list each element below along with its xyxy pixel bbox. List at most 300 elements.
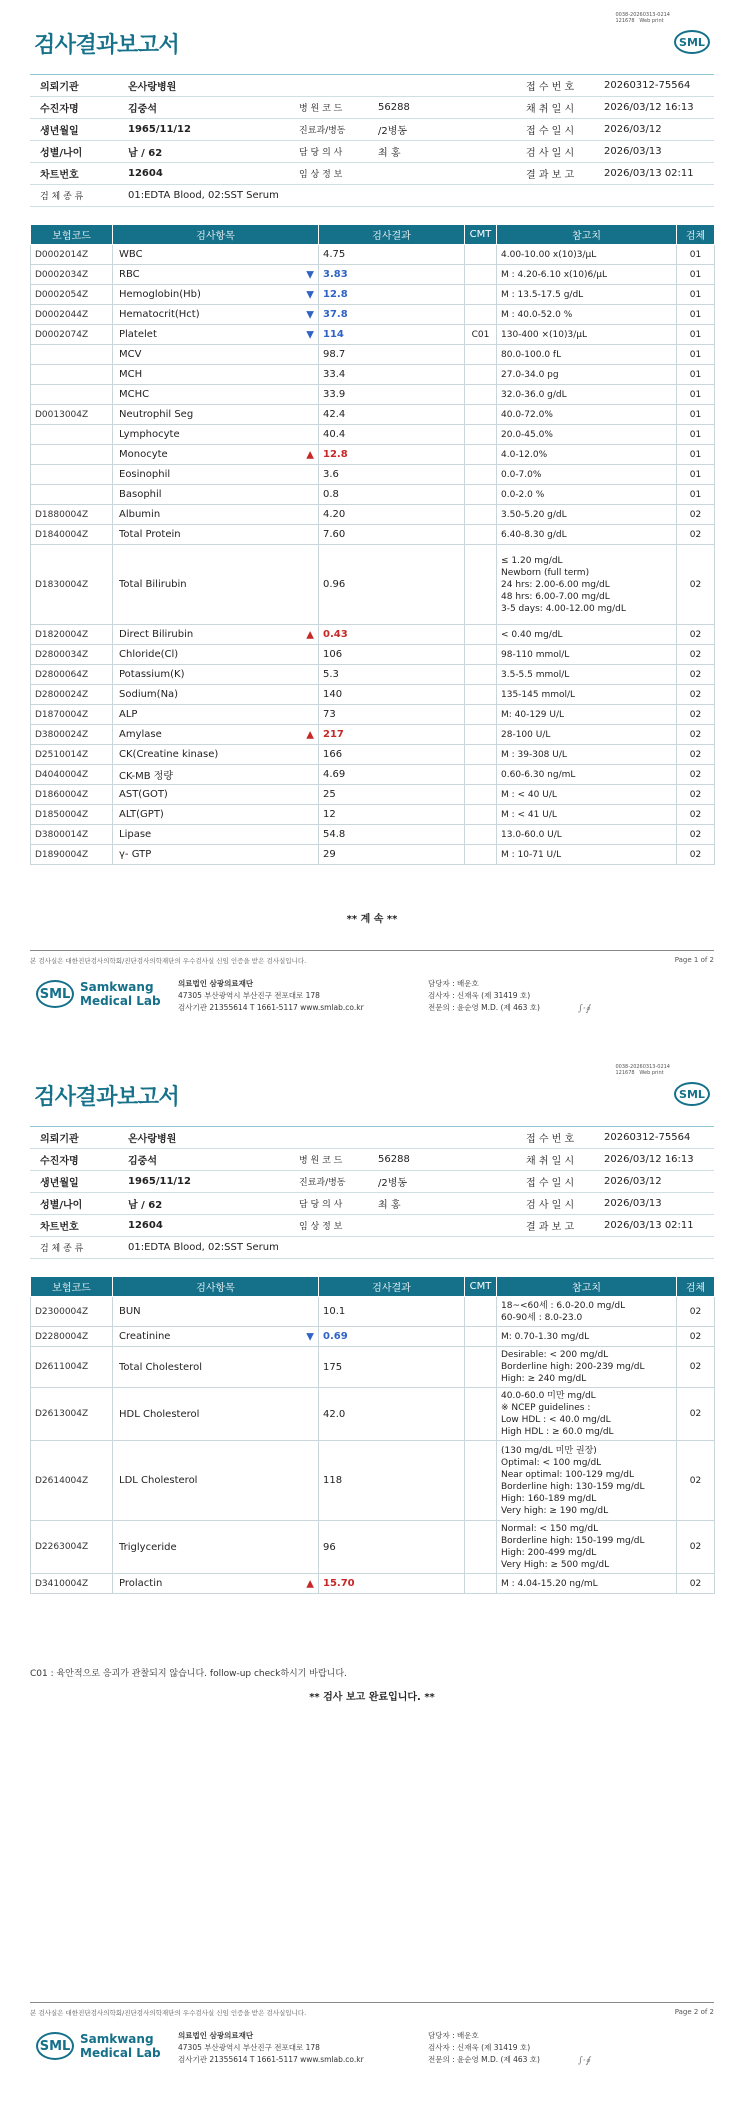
sml-logo-icon: SML [36,2032,74,2060]
insurance-code: D2800064Z [31,665,113,685]
test-result: 0.43 [319,625,465,645]
info-value: 1965/11/12 [128,1176,191,1187]
test-item [113,685,319,705]
info-value: /2병동 [378,1178,408,1189]
info-value: 2026/03/13 02:11 [604,1220,694,1231]
table-row [31,305,715,325]
test-result: 37.8 [319,305,465,325]
insurance-code [31,425,113,445]
test-name: Monocyte [119,449,168,460]
table-row [31,685,715,705]
logo-line-1: Samkwang [80,980,154,994]
reference-range: 32.0-36.0 g/dL [497,385,677,405]
test-result: 40.4 [319,425,465,445]
info-label: 검 사 일 시 [526,148,575,159]
test-item [113,805,319,825]
test-name: Basophil [119,489,162,500]
info-label: 접 수 일 시 [526,126,575,137]
test-result: 106 [319,645,465,665]
lab-street: 47305 부산광역시 부산진구 전포대로 178 [178,991,320,1000]
info-value [368,1127,516,1148]
test-name: HDL Cholesterol [119,1408,200,1420]
info-label: 수진자명 [40,104,79,115]
reference-range: 0.0-7.0% [497,465,677,485]
column-header: 참고치 [497,1277,677,1297]
insurance-code [31,365,113,385]
test-name: CK(Creatine kinase) [119,749,219,760]
reference-range: M: 40-129 U/L [497,705,677,725]
test-name: Direct Bilirubin [119,629,194,640]
info-value: 56288 [378,1154,410,1165]
test-name: Albumin [119,509,161,520]
low-flag-icon: ▼ [306,309,314,320]
specimen-code: 02 [677,1388,715,1441]
table-row [31,485,715,505]
info-label: 담 당 의 사 [299,148,343,158]
test-result: 12.8 [319,445,465,465]
test-result: 73 [319,705,465,725]
column-header: 검사항목 [113,1277,319,1297]
reference-range: 27.0-34.0 pg [497,365,677,385]
sml-logo-icon: SML [674,30,710,54]
staff-manager: 담당자 : 배운호 [428,2031,479,2040]
logo-line-2: Medical Lab [80,2046,161,2060]
reference-range: M : 39-308 U/L [497,745,677,765]
insurance-code: D1840004Z [31,525,113,545]
specimen-code: 02 [677,1327,715,1347]
staff-tester: 검사자 : 신재욱 (제 31419 호) [428,2043,531,2052]
table-row [31,285,715,305]
test-item [113,385,319,405]
column-header: CMT [465,1277,497,1297]
lab-org: 의료법인 삼광의료재단 [178,979,254,988]
table-header [31,1277,715,1297]
info-value: 20260312-75564 [604,1132,691,1143]
insurance-code: D3800024Z [31,725,113,745]
cmt-code [465,645,497,665]
reference-range: M : 10-71 U/L [497,845,677,865]
test-result: 42.4 [319,405,465,425]
table-row [31,405,715,425]
results-table [30,1276,715,1594]
test-item [113,265,319,285]
info-value: 2026/03/13 02:11 [604,168,694,179]
table-row [31,1574,715,1594]
info-value: 12604 [128,168,163,179]
certification-note: 본 검사실은 대한진단검사의학회/진단검사의학재단의 우수검사실 신임 인증을 받은 검사실입니다. [30,2009,307,2017]
column-header: 검체 [677,225,715,245]
cmt-code [465,805,497,825]
reference-range: 28-100 U/L [497,725,677,745]
table-row [31,645,715,665]
test-name: Lipase [119,829,152,840]
table-row [31,525,715,545]
info-label [289,1127,368,1148]
specimen-code: 01 [677,405,715,425]
test-name: LDL Cholesterol [119,1475,198,1486]
info-value: 12604 [128,1220,163,1231]
cmt-code [465,1441,497,1521]
table-row [31,845,715,865]
info-label: 진료과/병동 [299,1178,346,1188]
specimen-value: 01:EDTA Blood, 02:SST Serum [128,1242,279,1253]
reference-range: 98-110 mmol/L [497,645,677,665]
test-name: MCH [119,369,143,380]
insurance-code: D0002054Z [31,285,113,305]
info-label: 결 과 보 고 [526,170,575,181]
specimen-code: 02 [677,545,715,625]
info-label: 진료과/병동 [299,126,346,136]
info-label: 검 사 일 시 [526,1200,575,1211]
lab-address [178,978,364,1014]
table-row [31,1297,715,1327]
info-value: 2026/03/12 16:13 [604,102,694,113]
specimen-code: 02 [677,785,715,805]
reference-range: 4.0-12.0% [497,445,677,465]
test-item [113,625,319,645]
test-result: 114 [319,325,465,345]
specimen-code: 01 [677,425,715,445]
insurance-code: D4040004Z [31,765,113,785]
cmt-code [465,785,497,805]
test-name: BUN [119,1306,141,1317]
page-number: Page 1 of 2 [674,956,714,964]
cmt-code [465,1327,497,1347]
insurance-code [31,485,113,505]
insurance-code: D0002074Z [31,325,113,345]
reference-range: 40.0-72.0% [497,405,677,425]
test-result: 4.20 [319,505,465,525]
info-label: 병 원 코 드 [299,104,343,114]
test-result: 12 [319,805,465,825]
insurance-code: D3410004Z [31,1574,113,1594]
test-item [113,745,319,765]
reference-range: 80.0-100.0 fL [497,345,677,365]
reference-range: 40.0-60.0 미만 mg/dL ※ NCEP guidelines : Low HDL : < 40.0 mg/dL High HDL : ≥ 60.0 mg/dL [497,1388,677,1441]
insurance-code: D2611004Z [31,1347,113,1388]
test-item [113,845,319,865]
test-name: Lymphocyte [119,429,180,440]
test-result: 217 [319,725,465,745]
test-result: 98.7 [319,345,465,365]
cmt-code [465,265,497,285]
reference-range: < 0.40 mg/dL [497,625,677,645]
info-label: 성별/나이 [40,1200,83,1211]
specimen-code: 01 [677,485,715,505]
column-header: 참고치 [497,225,677,245]
test-name: ALP [119,709,138,720]
specimen-code: 02 [677,645,715,665]
test-result: 0.69 [319,1327,465,1347]
reference-range: 135-145 mmol/L [497,685,677,705]
table-row [31,705,715,725]
results-table [30,224,715,865]
samkwang-logo [36,980,161,1008]
reference-range: 13.0-60.0 U/L [497,825,677,845]
info-label: 임 상 정 보 [299,170,343,180]
insurance-code: D2510014Z [31,745,113,765]
report-title: 검사결과보고서 [34,1085,180,1110]
test-name: ALT(GPT) [119,809,164,820]
test-item [113,465,319,485]
info-label: 차트번호 [40,170,79,181]
test-result: 5.3 [319,665,465,685]
specimen-code: 02 [677,1297,715,1327]
test-result: 29 [319,845,465,865]
test-item [113,545,319,625]
insurance-code: D3800014Z [31,825,113,845]
cmt-code [465,665,497,685]
test-item [113,1574,319,1594]
test-result: 4.69 [319,765,465,785]
test-result: 3.6 [319,465,465,485]
info-value [368,75,516,96]
reference-range: M : < 41 U/L [497,805,677,825]
table-row [31,825,715,845]
logo-line-2: Medical Lab [80,994,161,1008]
table-row [31,385,715,405]
test-result: 7.60 [319,525,465,545]
report-end-note: ** 검사 보고 완료입니다. ** [309,1692,435,1703]
insurance-code: D2613004Z [31,1388,113,1441]
table-row [31,765,715,785]
insurance-code: D0013004Z [31,405,113,425]
test-result: 175 [319,1347,465,1388]
table-row [31,785,715,805]
cmt-code [465,725,497,745]
test-name: Neutrophil Seg [119,409,194,420]
insurance-code: D1820004Z [31,625,113,645]
table-row [31,1327,715,1347]
reference-range: M : 4.04-15.20 ng/mL [497,1574,677,1594]
info-label: 차트번호 [40,1222,79,1233]
cmt-code [465,545,497,625]
test-result: 0.96 [319,545,465,625]
specimen-code: 02 [677,625,715,645]
reference-range: 130-400 ×(10)3/μL [497,325,677,345]
table-row [31,505,715,525]
low-flag-icon: ▼ [306,329,314,340]
info-label: 병 원 코 드 [299,1156,343,1166]
table-row [31,465,715,485]
table-row [31,625,715,645]
test-item [113,725,319,745]
reference-range: 0.0-2.0 % [497,485,677,505]
column-header: CMT [465,225,497,245]
cmt-code [465,1521,497,1574]
test-item [113,425,319,445]
reference-range: 6.40-8.30 g/dL [497,525,677,545]
info-value: 온사랑병원 [128,82,177,93]
test-name: Potassium(K) [119,669,185,680]
staff-manager: 담당자 : 배운호 [428,979,479,988]
specimen-value: 01:EDTA Blood, 02:SST Serum [128,190,279,201]
specimen-code: 01 [677,245,715,265]
test-name: Prolactin [119,1578,163,1589]
specimen-code: 02 [677,525,715,545]
test-item [113,1327,319,1347]
info-row [30,1149,714,1171]
test-name: Platelet [119,329,157,340]
test-name: Creatinine [119,1331,171,1342]
table-header [31,225,715,245]
column-header: 보험코드 [31,225,113,245]
insurance-code: D2800034Z [31,645,113,665]
specimen-code: 01 [677,345,715,365]
specimen-code: 01 [677,385,715,405]
cmt-code [465,1347,497,1388]
specimen-code: 01 [677,305,715,325]
sml-logo-icon: SML [674,1082,710,1106]
cmt-code [465,525,497,545]
info-value: 2026/03/12 16:13 [604,1154,694,1165]
table-row [31,445,715,465]
specimen-code: 02 [677,705,715,725]
specimen-code: 02 [677,765,715,785]
info-row [30,97,714,119]
test-item [113,1521,319,1574]
insurance-code: D0002014Z [31,245,113,265]
cmt-code [465,245,497,265]
insurance-code: D2300004Z [31,1297,113,1327]
test-result: 3.83 [319,265,465,285]
test-result: 12.8 [319,285,465,305]
reference-range: 20.0-45.0% [497,425,677,445]
cmt-code [465,405,497,425]
lab-street: 47305 부산광역시 부산진구 전포대로 178 [178,2043,320,2052]
continued-note: ** 계 속 ** [346,914,398,925]
info-value: 김중석 [128,104,157,115]
specimen-code: 02 [677,805,715,825]
specimen-label: 검 체 종 류 [40,1244,84,1254]
info-label: 의뢰기관 [40,1134,79,1145]
cmt-code [465,285,497,305]
test-name: MCV [119,349,142,360]
info-row [30,1171,714,1193]
insurance-code: D2614004Z [31,1441,113,1521]
info-label: 채 취 일 시 [526,104,575,115]
table-row [31,665,715,685]
info-row [30,119,714,141]
specimen-code: 02 [677,505,715,525]
test-result: 54.8 [319,825,465,845]
reference-range: M: 0.70-1.30 mg/dL [497,1327,677,1347]
info-value: 최 홍 [378,1200,401,1211]
specimen-code: 01 [677,365,715,385]
test-name: Sodium(Na) [119,689,179,700]
test-item [113,305,319,325]
test-name: CK-MB 정량 [119,771,174,782]
info-value: 2026/03/13 [604,146,662,157]
info-value: 최 홍 [378,148,401,159]
reference-range: 3.5-5.5 mmol/L [497,665,677,685]
test-result: 25 [319,785,465,805]
test-item [113,325,319,345]
column-header: 보험코드 [31,1277,113,1297]
info-row [30,1215,714,1237]
specimen-code: 02 [677,1574,715,1594]
reference-range: 3.50-5.20 g/dL [497,505,677,525]
cmt-code [465,345,497,365]
specimen-code: 01 [677,285,715,305]
specimen-code: 01 [677,325,715,345]
info-value: 온사랑병원 [128,1134,177,1145]
insurance-code: D2263004Z [31,1521,113,1574]
insurance-code: D2800024Z [31,685,113,705]
test-name: Triglyceride [119,1541,177,1553]
lab-contact: 검사기관 21355614 T 1661-5117 www.smlab.co.kr [178,2055,364,2064]
info-label: 결 과 보 고 [526,1222,575,1233]
test-item [113,705,319,725]
table-row [31,725,715,745]
specimen-code: 02 [677,1441,715,1521]
test-item [113,765,319,785]
report-page-2 [0,1052,744,2104]
signature-scribble: ∫·∮ [578,1004,591,1014]
insurance-code: D1880004Z [31,505,113,525]
info-row [30,163,714,185]
cmt-code [465,1297,497,1327]
staff-tester: 검사자 : 신재욱 (제 31419 호) [428,991,531,1000]
specimen-code: 01 [677,265,715,285]
test-item [113,645,319,665]
info-value: 56288 [378,102,410,113]
test-item [113,1347,319,1388]
info-value [368,1215,516,1236]
test-item [113,825,319,845]
info-value: 남 / 62 [128,1200,163,1211]
info-label [289,75,368,96]
cmt-code [465,765,497,785]
lab-address [178,2030,364,2066]
column-header: 검사결과 [319,1277,465,1297]
test-name: Hemoglobin(Hb) [119,289,201,300]
test-item [113,405,319,425]
reference-range: Desirable: < 200 mg/dL Borderline high: 200-239 mg/dL High: ≥ 240 mg/dL [497,1347,677,1388]
sml-logo-icon: SML [36,980,74,1008]
insurance-code: D0002034Z [31,265,113,285]
reference-range: M : 13.5-17.5 g/dL [497,285,677,305]
info-label: 담 당 의 사 [299,1200,343,1210]
cmt-code [465,845,497,865]
test-name: Chloride(Cl) [119,649,179,660]
test-name: WBC [119,249,143,260]
test-name: Total Bilirubin [119,579,187,590]
test-name: RBC [119,269,140,280]
cmt-code [465,425,497,445]
reference-range: Normal: < 150 mg/dL Borderline high: 150-199 mg/dL High: 200-499 mg/dL Very High: ≥ 500 mg/dL [497,1521,677,1574]
insurance-code: D1890004Z [31,845,113,865]
cmt-code [465,485,497,505]
insurance-code [31,465,113,485]
specimen-code: 02 [677,745,715,765]
staff-specialist: 전문의 : 윤순영 M.D. (제 463 호) [428,1003,540,1012]
specimen-code: 02 [677,1521,715,1574]
test-result: 4.75 [319,245,465,265]
print-stamp: 0038-20260313-0214 121678 Web print [615,12,670,24]
insurance-code: D1850004Z [31,805,113,825]
report-title: 검사결과보고서 [34,33,180,58]
table-row [31,365,715,385]
info-label: 생년월일 [40,126,79,137]
table-row [31,1441,715,1521]
cmt-code [465,445,497,465]
test-name: Amylase [119,729,162,740]
low-flag-icon: ▼ [306,1331,314,1342]
info-label: 접 수 일 시 [526,1178,575,1189]
reference-range: 0.60-6.30 ng/mL [497,765,677,785]
reference-range: M : 40.0-52.0 % [497,305,677,325]
